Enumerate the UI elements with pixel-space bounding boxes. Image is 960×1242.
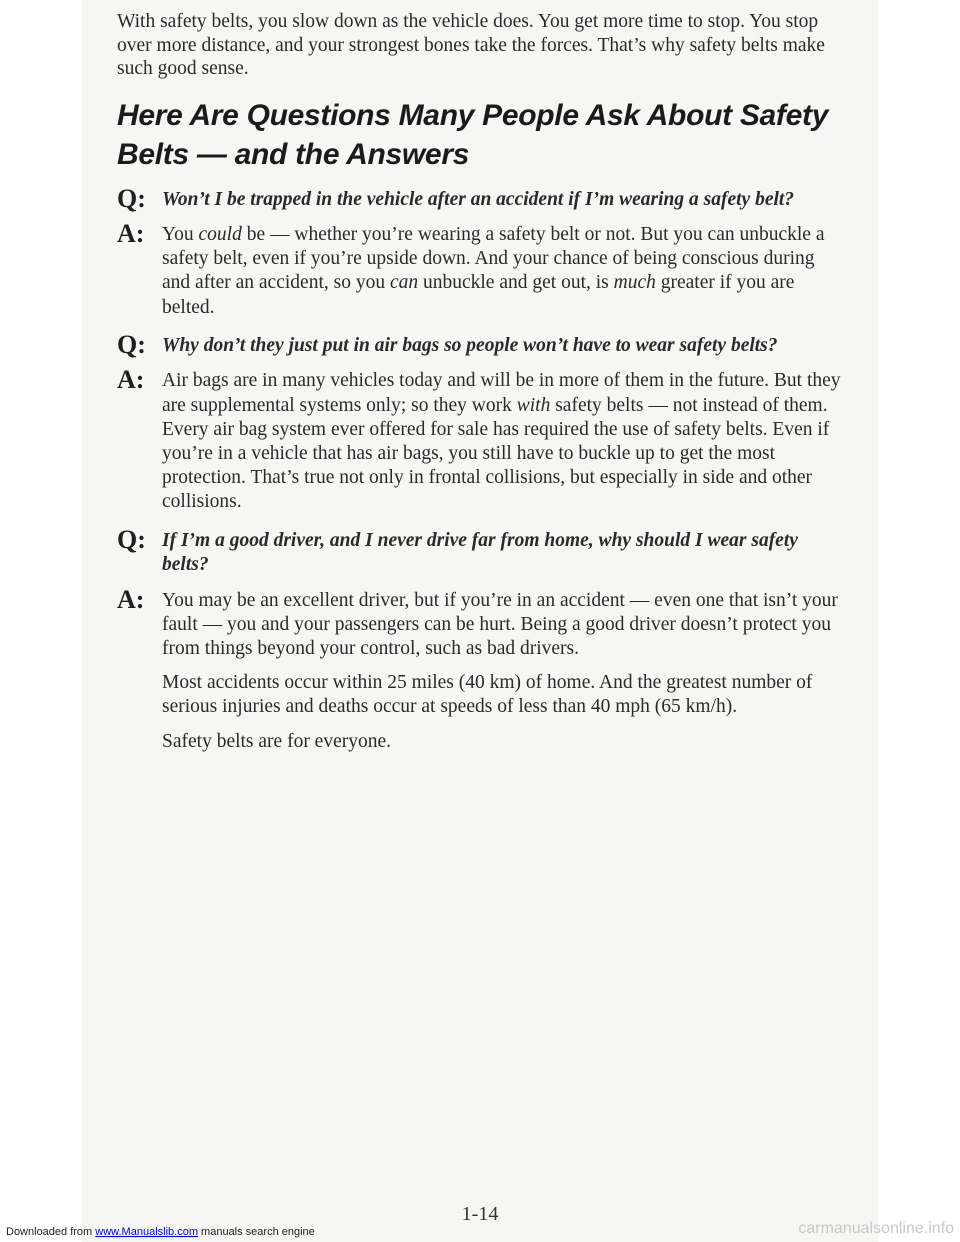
answer-1-emphasis: could xyxy=(198,224,242,245)
answer-2 xyxy=(117,367,847,514)
q-mark: Q: xyxy=(117,183,146,213)
page-content xyxy=(117,10,847,754)
question-1-text: Won’t I be trapped in the vehicle after an accident if I’m wearing a safety belt? xyxy=(162,188,795,210)
question-2 xyxy=(117,329,847,359)
manual-page xyxy=(82,0,878,1242)
answer-2-part: Air bags are in many vehicles today and will be in more of them in the future. But they are supplemental systems only; so they work xyxy=(162,370,841,416)
a-mark: A: xyxy=(117,219,145,248)
question-1 xyxy=(117,183,847,213)
answer-1-emphasis: can xyxy=(389,272,419,294)
answer-3-text xyxy=(162,587,847,754)
answer-3 xyxy=(117,584,847,754)
page-number: 1-14 xyxy=(461,1203,499,1225)
answer-3-paragraph: Safety belts are for everyone. xyxy=(162,730,392,752)
answer-3-paragraph: You may be an excellent driver, but if you’re in an accident — even one that isn’t your fault — you and your passengers can be hurt. Being a good driver doesn’t protect you from things beyond your control, such as bad drivers. xyxy=(162,589,838,659)
download-footer xyxy=(6,1226,315,1238)
question-3 xyxy=(117,524,847,578)
answer-1-part: You xyxy=(162,224,199,245)
section-heading: Here Are Questions Many People Ask About Safety Belts — and the Answers xyxy=(117,98,829,171)
answer-1 xyxy=(117,221,847,320)
q-mark: Q: xyxy=(117,524,146,554)
answer-1-text xyxy=(162,221,847,320)
answer-2-text xyxy=(162,367,847,514)
answer-1-emphasis: much xyxy=(613,272,656,294)
footer-prefix: Downloaded from xyxy=(6,1226,96,1238)
answer-1-part: be — whether you’re wearing a safety belt or not. But you can unbuckle a safety belt, even if you’re upside down. And your chance of being conscious during and after an accident, so you xyxy=(162,224,825,294)
answer-1-part: greater if you are belted. xyxy=(162,272,795,318)
manualslib-link[interactable]: www.Manualslib.com xyxy=(95,1226,198,1238)
q-mark: Q: xyxy=(117,329,146,359)
watermark: carmanualsonline.info xyxy=(798,1220,954,1237)
question-2-text: Why don’t they just put in air bags so people won’t have to wear safety belts? xyxy=(162,334,778,356)
a-mark: A: xyxy=(117,584,145,614)
footer-suffix: manuals search engine xyxy=(197,1226,315,1238)
answer-1-part: unbuckle and get out, is xyxy=(418,272,614,294)
answer-3-paragraph: Most accidents occur within 25 miles (40 km) of home. And the greatest number of serious injuries and deaths occur at speeds of less than 40 mph (65 km/h). xyxy=(162,672,813,718)
question-3-text: If I’m a good driver, and I never drive far from home, why should I wear safety belts? xyxy=(162,529,798,576)
intro-paragraph: With safety belts, you slow down as the vehicle does. You get more time to stop. You stop over more distance, and your strongest bones take the forces. That’s why safety belts make such good sense. xyxy=(117,11,825,79)
a-mark: A: xyxy=(117,365,145,395)
answer-2-part: safety belts — not instead of them. Every air bag system ever offered for sale has required the use of safety belts. Even if you’re in a vehicle that has air bags, you still have to buckle up to get the most protection. That’s true not only in frontal collisions, but especially in side and other collisions. xyxy=(162,394,830,513)
answer-2-emphasis: with xyxy=(516,394,551,416)
